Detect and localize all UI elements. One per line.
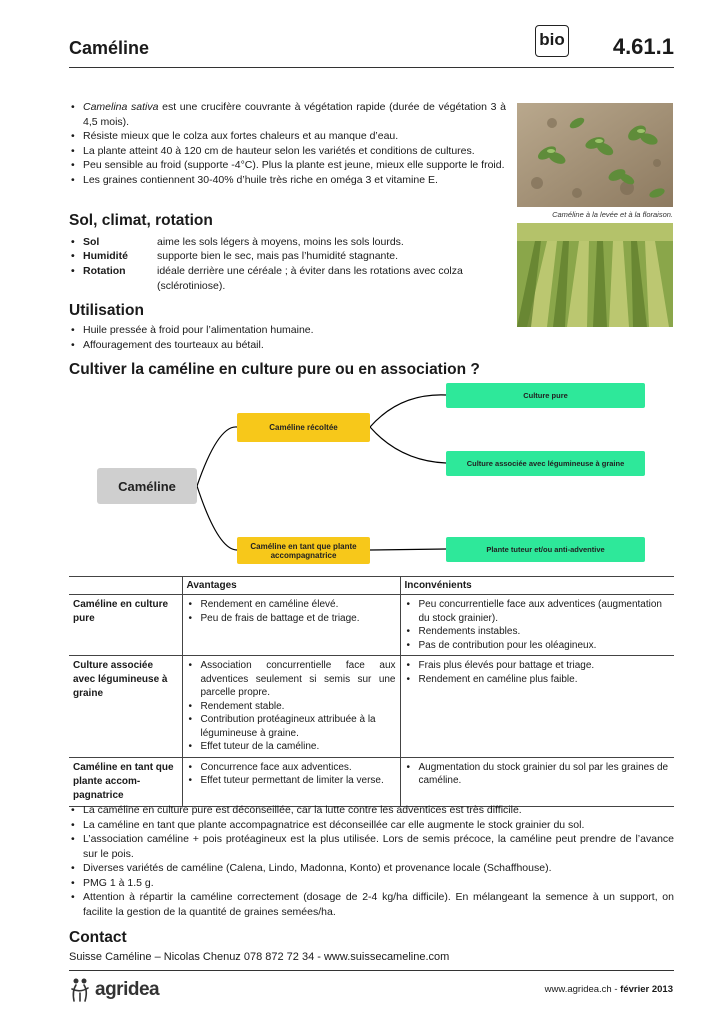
list-item: • Huile pressée à froid pour l’alimentation humaine. <box>69 323 506 338</box>
agridea-wordmark: agridea <box>95 979 160 1000</box>
bio-badge: bio <box>535 25 569 57</box>
table-header-row <box>69 577 674 595</box>
comparison-table <box>69 576 674 807</box>
list-item: • La caméline en tant que plante accompagnatrice est déconseillée car elle augmente le stock grainier du sol. <box>69 818 674 833</box>
row-label: Caméline en culture pure <box>73 599 169 624</box>
row-inconvenients <box>400 656 674 758</box>
list-item: • Concurrence face aux adventices. <box>187 761 396 775</box>
row-avantages <box>182 656 400 758</box>
table-header-inconvenients: Inconvénients <box>400 577 674 595</box>
document-code: 4.61.1 <box>612 34 674 59</box>
photo-caption: Caméline à la levée et à la floraison. <box>552 210 673 219</box>
list-item: • Rendement en caméline plus faible. <box>405 673 671 687</box>
sol-key: • Rotation <box>69 264 171 279</box>
list-item: • Attention à répartir la caméline correctement (dosage de 2-4 kg/ha difficile). En mélangeant la semence à un support, on facilite la gestion de la quantité de graines semées/ha. <box>69 890 674 919</box>
row-inconvenients <box>400 757 674 806</box>
footer-info <box>460 984 673 995</box>
list-item-text: est une crucifère couvrante à végétation rapide (durée de végétation 3 à 4,5 mois). <box>83 101 506 128</box>
diagram-leaf-associated: Culture associée avec légumineuse à graine <box>446 451 645 476</box>
footer-url: www.agridea.ch - <box>544 984 621 995</box>
row-label: Culture associée avec légumineuse à graine <box>73 660 168 699</box>
list-item: • Effet tuteur de la caméline. <box>187 740 396 754</box>
sol-value: aime les sols légers à moyens, moins les sols lourds. <box>157 236 404 248</box>
table-header-avantages: Avantages <box>182 577 400 595</box>
list-item: • Rendements instables. <box>405 625 671 639</box>
list-item: • L’association caméline + pois protéagineux est la plus utilisée. Lors de semis précoce, la caméline peut prendre de l’avance sur le pois. <box>69 832 674 861</box>
list-item: • La plante atteint 40 à 120 cm de hauteur selon les variétés et conditions de cultures. <box>69 144 506 159</box>
sol-key: • Sol <box>69 235 171 250</box>
list-item: • Affouragement des tourteaux au bétail. <box>69 338 506 353</box>
sol-value: supporte bien le sec, mais pas l’humidité stagnante. <box>157 250 399 262</box>
agridea-logo <box>69 977 159 1003</box>
list-item: • Association concurrentielle face aux adventices seulement si semis sur une parcelle propre. <box>187 659 396 700</box>
list-item: • Pas de contribution pour les oléagineux. <box>405 639 671 653</box>
list-item: • Résiste mieux que le colza aux fortes chaleurs et au manque d’eau. <box>69 129 506 144</box>
row-avantages <box>182 757 400 806</box>
table-row <box>69 656 674 758</box>
contact-line: Suisse Caméline – Nicolas Chenuz 078 872 72 34 - www.suissecameline.com <box>69 951 450 963</box>
list-item: • La caméline en culture pure est déconseillée, car la lutte contre les adventices est très difficile. <box>69 803 674 818</box>
list-item: • Contribution protéagineux attribuée à la légumineuse à graine. <box>187 713 396 740</box>
footer-rule <box>69 970 674 971</box>
section-heading-diagram: Cultiver la caméline en culture pure ou en association ? <box>69 361 480 378</box>
row-inconvenients <box>400 595 674 656</box>
page-title: Caméline <box>69 38 150 58</box>
diagram-root-node: Caméline <box>97 468 197 504</box>
diagram-node-companion: Caméline en tant que plante accompagnatrice <box>237 537 370 564</box>
list-item: • Peu sensible au froid (supporte -4°C). Plus la plante est jeune, mieux elle supporte le froid. <box>69 158 506 173</box>
diagram-leaf-pure: Culture pure <box>446 383 645 408</box>
table-row <box>69 757 674 806</box>
list-item: • Peu concurrentielle face aux adventices (augmentation du stock grainier). <box>405 598 671 625</box>
list-item: • Effet tuteur permettant de limiter la verse. <box>187 774 396 788</box>
list-item: • Rendement en caméline élevé. <box>187 598 396 612</box>
section-heading-contact: Contact <box>69 929 127 946</box>
diagram-leaf-tutor: Plante tuteur et/ou anti-adventive <box>446 537 645 562</box>
list-item: • PMG 1 à 1.5 g. <box>69 876 674 891</box>
section-heading-sol: Sol, climat, rotation <box>69 212 213 229</box>
agridea-figure-icon <box>69 977 91 1003</box>
row-avantages <box>182 595 400 656</box>
row-label: Caméline en tant que plante accompagnatrice <box>73 761 174 801</box>
list-item: • Augmentation du stock grainier du sol par les graines de caméline. <box>405 761 671 788</box>
conclusions-list <box>69 803 674 919</box>
footer-date: février 2013 <box>620 984 673 995</box>
sol-value: idéale derrière une céréale ; à éviter dans les rotations avec colza (sclérotiniose). <box>157 265 463 292</box>
list-item: • Les graines contiennent 30-40% d’huile très riche en oméga 3 et vitamine E. <box>69 173 506 188</box>
table-header-empty <box>69 577 182 595</box>
diagram-node-harvested: Caméline récoltée <box>237 413 370 442</box>
list-item: • Frais plus élevés pour battage et triage. <box>405 659 671 673</box>
list-item: • Rendement stable. <box>187 700 396 714</box>
table-row <box>69 595 674 656</box>
section-heading-utilisation: Utilisation <box>69 302 144 319</box>
sol-key: • Humidité <box>69 249 171 264</box>
list-item: • Peu de frais de battage et de triage. <box>187 612 396 626</box>
list-item: • Diverses variétés de caméline (Calena, Lindo, Madonna, Konto) et provenance locale (Schaffhouse). <box>69 861 674 876</box>
species-name: Camelina sativa <box>83 101 159 113</box>
